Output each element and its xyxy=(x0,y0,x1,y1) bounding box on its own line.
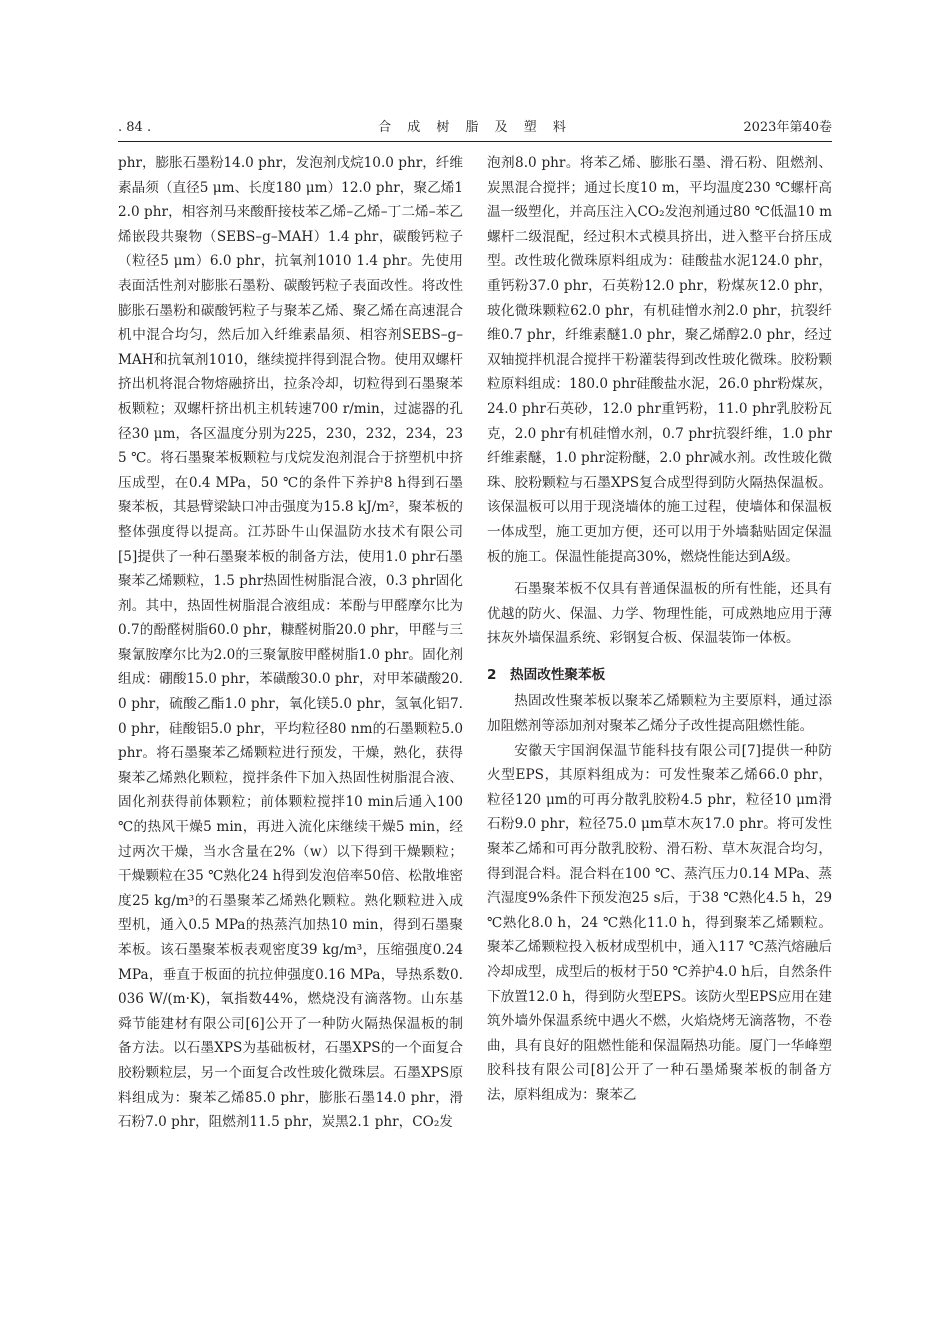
page-number: . 84 . xyxy=(118,120,152,135)
header-rule xyxy=(118,141,832,142)
right-column xyxy=(487,151,832,1108)
journal-title: 合 成 树 脂 及 塑 料 xyxy=(378,120,572,135)
left-column xyxy=(118,151,463,1135)
section-heading: 2 热固改性聚苯板 xyxy=(487,666,606,683)
body-paragraph: phr，膨胀石墨粉14.0 phr，发泡剂戊烷10.0 phr，纤维素晶须（直径5 μm、长度180 μm）12.0 phr，聚乙烯12.0 phr，相容剂马来酸酐接枝苯乙烯–乙烯–丁二烯–苯乙烯嵌段共聚物（SEBS–g–MAH）1.4 phr，碳酸钙粒子（粒径5 μm）6.0 phr，抗氧剂1010 1.4 phr。先使用表面活性剂对膨胀石墨粉、碳酸钙粒子表面改性。将改性膨胀石墨粉和碳酸钙粒子与聚苯乙烯、聚乙烯在高速混合机中混合均匀，然后加入纤维素晶须、相容剂SEBS–g–MAH和抗氧剂1010，继续搅拌得到混合物。使用双螺杆挤出机将混合物熔融挤出，拉条冷却，切粒得到石墨聚苯板颗粒；双螺杆挤出机主机转速700 r/min，过滤器的孔径30 μm，各区温度分别为225，230，232，234，235 ℃。将石墨聚苯板颗粒与戊烷发泡剂混合于挤塑机中挤压成型，在0.4 MPa，50 ℃的条件下养护8 h得到石墨聚苯板，其悬臂梁缺口冲击强度为15.8 kJ/m²，聚苯板的整体强度得以提高。江苏卧牛山保温防水技术有限公司[5]提供了一种石墨聚苯板的制备方法，使用1.0 phr石墨聚苯乙烯颗粒，1.5 phr热固性树脂混合液，0.3 phr固化剂。其中，热固性树脂混合液组成：苯酚与甲醛摩尔比为0.7的酚醛树脂60.0 phr，糠醛树脂20.0 phr，甲醛与三聚氰胺摩尔比为2.0的三聚氰胺甲醛树脂1.0 phr。固化剂组成：硼酸15.0 phr，苯磺酸30.0 phr，对甲苯磺酸20.0 phr，硫酸乙酯1.0 phr，氧化镁5.0 phr，氢氧化铝7.0 phr，硅酸铝5.0 phr，平均粒径80 nm的石墨颗粒5.0 phr。将石墨聚苯乙烯颗粒进行预发，干燥，熟化，获得聚苯乙烯熟化颗粒，搅拌条件下加入热固性树脂混合液、固化剂获得前体颗粒；前体颗粒搅拌10 min后通入100 ℃的热风干燥5 min，再进入流化床继续干燥5 min，经过两次干燥，当水含量在2%（w）以下得到干燥颗粒；干燥颗粒在35 ℃熟化24 h得到发泡倍率50倍、松散堆密度25 kg/m³的石墨聚苯乙烯熟化颗粒。熟化颗粒进入成型机，通入0.5 MPa的热蒸汽加热10 min，得到石墨聚苯板。该石墨聚苯板表观密度39 kg/m³，压缩强度0.24 MPa，垂直于板面的抗拉伸强度0.16 MPa，导热系数0.036 W/(m·K)，氧指数44%，燃烧没有滴落物。山东基舜节能建材有限公司[6]公开了一种防火隔热保温板的制备方法。以石墨XPS为基础板材，石墨XPS的一个面复合胶粉颗粒层，另一个面复合改性玻化微珠层。石墨XPS原料组成为：聚苯乙烯85.0 phr，膨胀石墨14.0 phr，滑石粉7.0 phr，阻燃剂11.5 phr，炭黑2.1 phr，CO₂发 xyxy=(118,155,463,1131)
body-paragraph: 泡剂8.0 phr。将苯乙烯、膨胀石墨、滑石粉、阻燃剂、炭黑混合搅拌；通过长度10 m，平均温度230 ℃螺杆高温一级塑化，并高压注入CO₂发泡剂通过80 ℃低温10 m螺杆二级混配，经过积木式模具挤出，进入整平台挤压成型。改性玻化微珠原料组成为：硅酸盐水泥124.0 phr，重钙粉37.0 phr，石英粉12.0 phr，粉煤灰12.0 phr，玻化微珠颗粒62.0 phr，有机硅憎水剂2.0 phr，抗裂纤维0.7 phr，纤维素醚1.0 phr，聚乙烯醇2.0 phr，经过双轴搅拌机混合搅拌干粉灌装得到改性玻化微珠。胶粉颗粒原料组成：180.0 phr硅酸盐水泥，26.0 phr粉煤灰，24.0 phr石英砂，12.0 phr重钙粉，11.0 phr乳胶粉瓦克，2.0 phr有机硅憎水剂，0.7 phr抗裂纤维，1.0 phr纤维素醚，1.0 phr淀粉醚，2.0 phr减水剂。改性玻化微珠、胶粉颗粒与石墨XPS复合成型得到防火隔热保温板。该保温板可以用于现浇墙体的施工过程，使墙体和保温板一体成型，施工更加方便，还可以用于外墙黏贴固定保温板的施工。保温性能提高30%，燃烧性能达到A级。 xyxy=(487,155,832,565)
body-paragraph: 石墨聚苯板不仅具有普通保温板的所有性能，还具有优越的防火、保温、力学、物理性能，可成熟地应用于薄抹灰外墙保温系统、彩钢复合板、保温装饰一体板。 xyxy=(487,581,832,647)
body-paragraph: 热固改性聚苯板以聚苯乙烯颗粒为主要原料，通过添加阻燃剂等添加剂对聚苯乙烯分子改性提高阻燃性能。 xyxy=(487,693,832,735)
page-header xyxy=(118,118,832,138)
body-paragraph: 安徽天宇国润保温节能科技有限公司[7]提供一种防火型EPS，其原料组成为：可发性聚苯乙烯66.0 phr，粒径120 μm的可再分散乳胶粉4.5 phr，粒径10 μm滑石粉9.0 phr，粒径75.0 μm草木灰17.0 phr。将可发性聚苯乙烯和可再分散乳胶粉、滑石粉、草木灰混合均匀，得到混合料。混合料在100 ℃、蒸汽压力0.14 MPa、蒸汽湿度9%条件下预发泡25 s后，于38 ℃熟化4.5 h，29 ℃熟化8.0 h，24 ℃熟化11.0 h，得到聚苯乙烯颗粒。聚苯乙烯颗粒投入板材成型机中，通入117 ℃蒸汽熔融后冷却成型，成型后的板材于50 ℃养护4.0 h后，自然条件下放置12.0 h，得到防火型EPS。该防火型EPS应用在建筑外墙外保温系统中遇火不燃，火焰烧烤无滴落物，不卷曲，具有良好的阻燃性能和保温隔热功能。厦门一华峰塑胶科技有限公司[8]公开了一种石墨烯聚苯板的制备方法，原料组成为：聚苯乙 xyxy=(487,742,832,1103)
issue-label: 2023年第40卷 xyxy=(743,120,832,135)
